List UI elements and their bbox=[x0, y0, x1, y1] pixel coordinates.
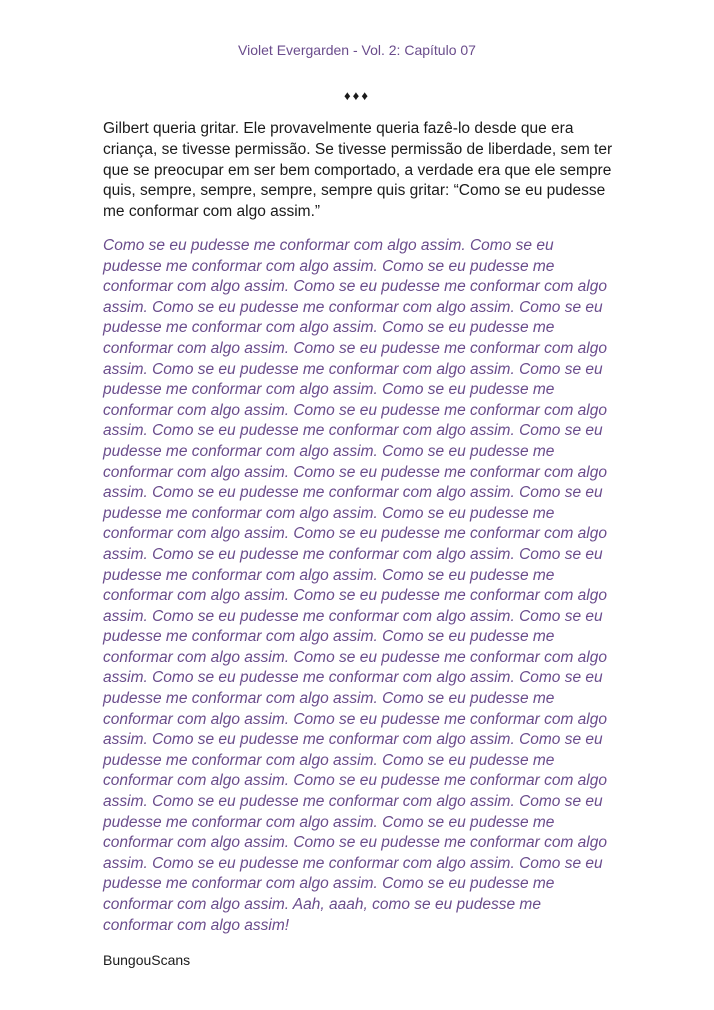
page-footer-credit: BungouScans bbox=[103, 952, 191, 968]
narrative-paragraph: Gilbert queria gritar. Ele provavelmente queria fazê-lo desde que era criança, se tivesse permissão. Se tivesse permissão de liberdade, sem ter que se preocupar em ser bem comportado, a verdade era que ele sempre quis, sempre, sempre, sempre, sempre quis gritar: “Como se eu pudesse me conformar com algo assim.” bbox=[103, 120, 613, 221]
page-header-title: Violet Evergarden - Vol. 2: Capítulo 07 bbox=[238, 42, 476, 58]
section-break-diamonds: ♦♦♦ bbox=[344, 88, 370, 103]
italic-repeated-passage: Como se eu pudesse me conformar com algo assim. Como se eu pudesse me conformar com algo assim. Como se eu pudesse me conformar com algo assim. Como se eu pudesse me conformar com algo assim. Como se eu pudesse me conformar com algo assim. Como se eu pudesse me conformar com algo assim. Como se eu pudesse me conformar com algo assim. Como se eu pudesse me conformar com algo assim. Como se eu pudesse me conformar com algo assim. Como se eu pudesse me conformar com algo assim. Como se eu pudesse me conformar com algo assim. Como se eu pudesse me conformar com algo assim. Como se eu pudesse me conformar com algo assim. Como se eu pudesse me conformar com algo assim. Como se eu pudesse me conformar com algo assim. Como se eu pudesse me conformar com algo assim. Como se eu pudesse me conformar com algo assim. Como se eu pudesse me conformar com algo assim. Como se eu pudesse me conformar com algo assim. Como se eu pudesse me conformar com algo assim. Como se eu pudesse me conformar com algo assim. Como se eu pudesse me conformar com algo assim. Como se eu pudesse me conformar com algo assim. Como se eu pudesse me conformar com algo assim. Como se eu pudesse me conformar com algo assim. Como se eu pudesse me conformar com algo assim. Como se eu pudesse me conformar com algo assim. Como se eu pudesse me conformar com algo assim. Como se eu pudesse me conformar com algo assim. Como se eu pudesse me conformar com algo assim. Como se eu pudesse me conformar com algo assim. Como se eu pudesse me conformar com algo assim. Como se eu pudesse me conformar com algo assim. Como se eu pudesse me conformar com algo assim. Como se eu pudesse me conformar com algo assim. Como se eu pudesse me conformar com algo assim. Como se eu pudesse me conformar com algo assim. Como se eu pudesse me conformar com algo assim. Como se eu pudesse me conformar com algo assim. Como se eu pudesse me conformar com algo assim. Como se eu pudesse me conformar com algo assim. Como se eu pudesse me conformar com algo assim. Como se eu pudesse me conformar com algo assim. Aah, aaah, como se eu pudesse me conformar com algo assim! bbox=[103, 237, 607, 934]
